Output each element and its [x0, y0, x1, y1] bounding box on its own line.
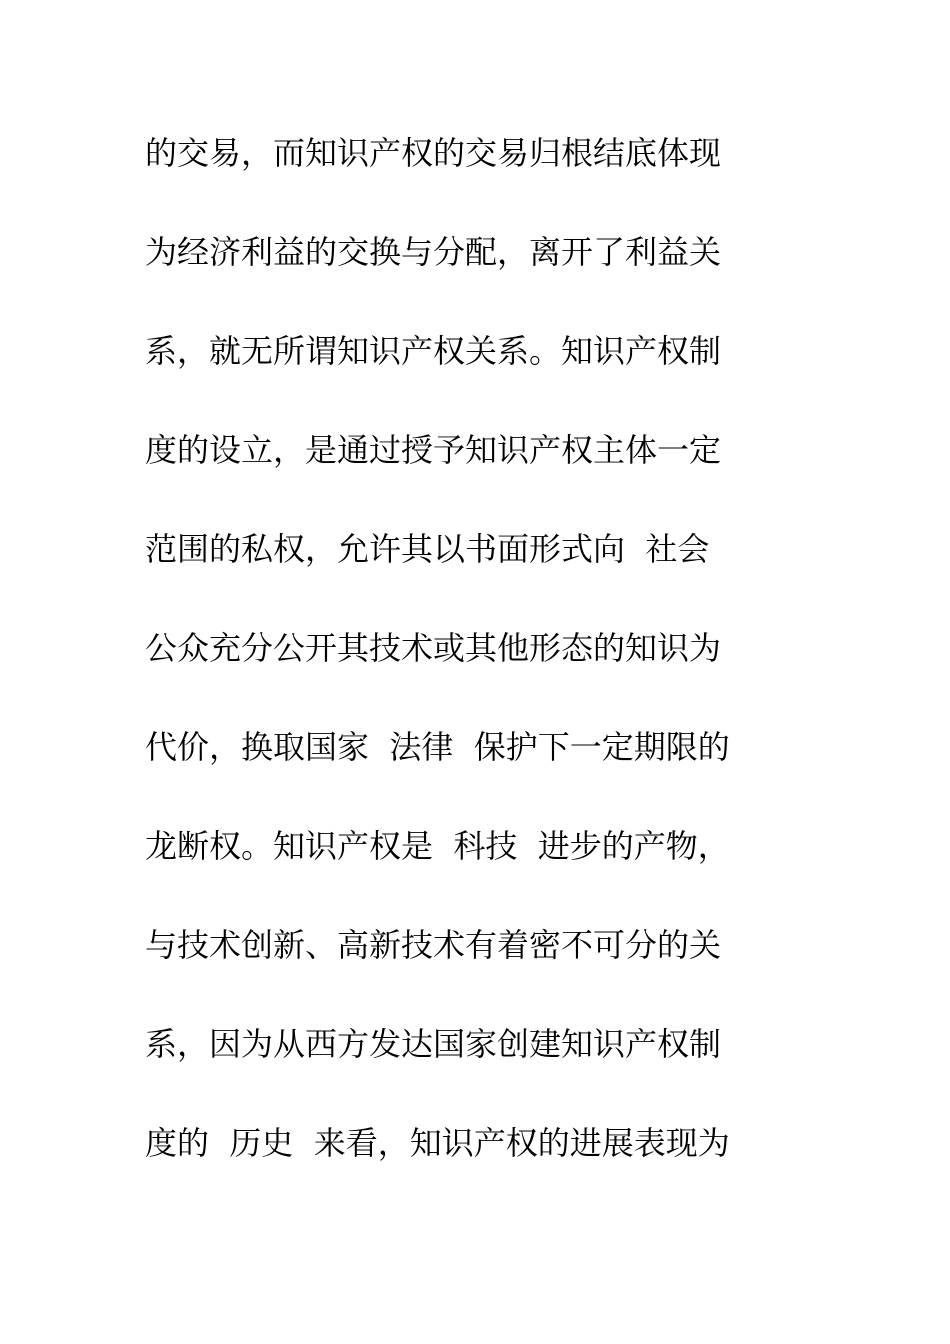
- text-line-4: 度的设立，是通过授予知识产权主体一定: [145, 431, 722, 469]
- text-line-7: 代价，换取国家 法律 保护下一定期限的: [145, 728, 730, 766]
- text-line-10: 系，因为从西方发达国家创建知识产权制: [145, 1025, 722, 1063]
- text-line-5: 范围的私权，允许其以书面形式向 社会: [145, 530, 710, 568]
- text-line-2: 为经济利益的交换与分配，离开了利益关: [145, 233, 722, 271]
- text-line-9: 与技术创新、高新技术有着密不可分的关: [145, 926, 722, 964]
- text-line-8: 龙断权。知识产权是 科技 进步的产物，: [145, 827, 730, 865]
- text-line-3: 系，就无所谓知识产权关系。知识产权制: [145, 332, 722, 370]
- text-line-11: 度的 历史 来看，知识产权的进展表现为: [145, 1124, 730, 1162]
- text-line-6: 公众充分公开其技术或其他形态的知识为: [145, 629, 722, 667]
- body-text: [145, 128, 785, 1217]
- text-line-1: 的交易，而知识产权的交易归根结底体现: [145, 134, 722, 172]
